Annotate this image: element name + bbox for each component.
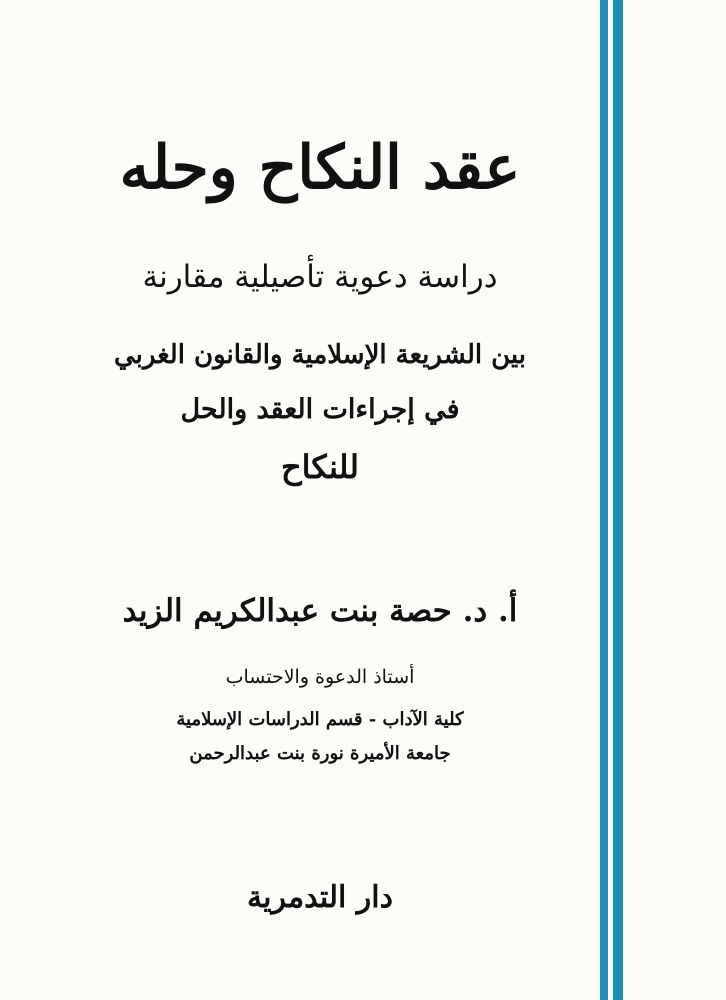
book-context-line-1: بين الشريعة الإسلامية والقانون الغربي bbox=[113, 340, 527, 370]
cover-stripe-inner bbox=[613, 0, 623, 1000]
book-context-line-3: للنكاح bbox=[280, 448, 360, 486]
publisher-name: دار التدمرية bbox=[247, 880, 393, 915]
author-name: أ. د. حصة بنت عبدالكريم الزيد bbox=[122, 593, 518, 629]
author-affiliation-college: كلية الآداب - قسم الدراسات الإسلامية bbox=[176, 709, 464, 730]
book-context-line-2: في إجراءات العقد والحل bbox=[180, 394, 460, 425]
cover-stripe-outer bbox=[600, 0, 608, 1000]
book-title: عقد النكاح وحله bbox=[119, 133, 521, 203]
author-affiliation-university: جامعة الأميرة نورة بنت عبدالرحمن bbox=[189, 743, 451, 764]
book-cover bbox=[40, 0, 600, 1000]
book-subtitle: دراسة دعوية تأصيلية مقارنة bbox=[142, 259, 498, 295]
author-position: أستاذ الدعوة والاحتساب bbox=[225, 666, 415, 688]
